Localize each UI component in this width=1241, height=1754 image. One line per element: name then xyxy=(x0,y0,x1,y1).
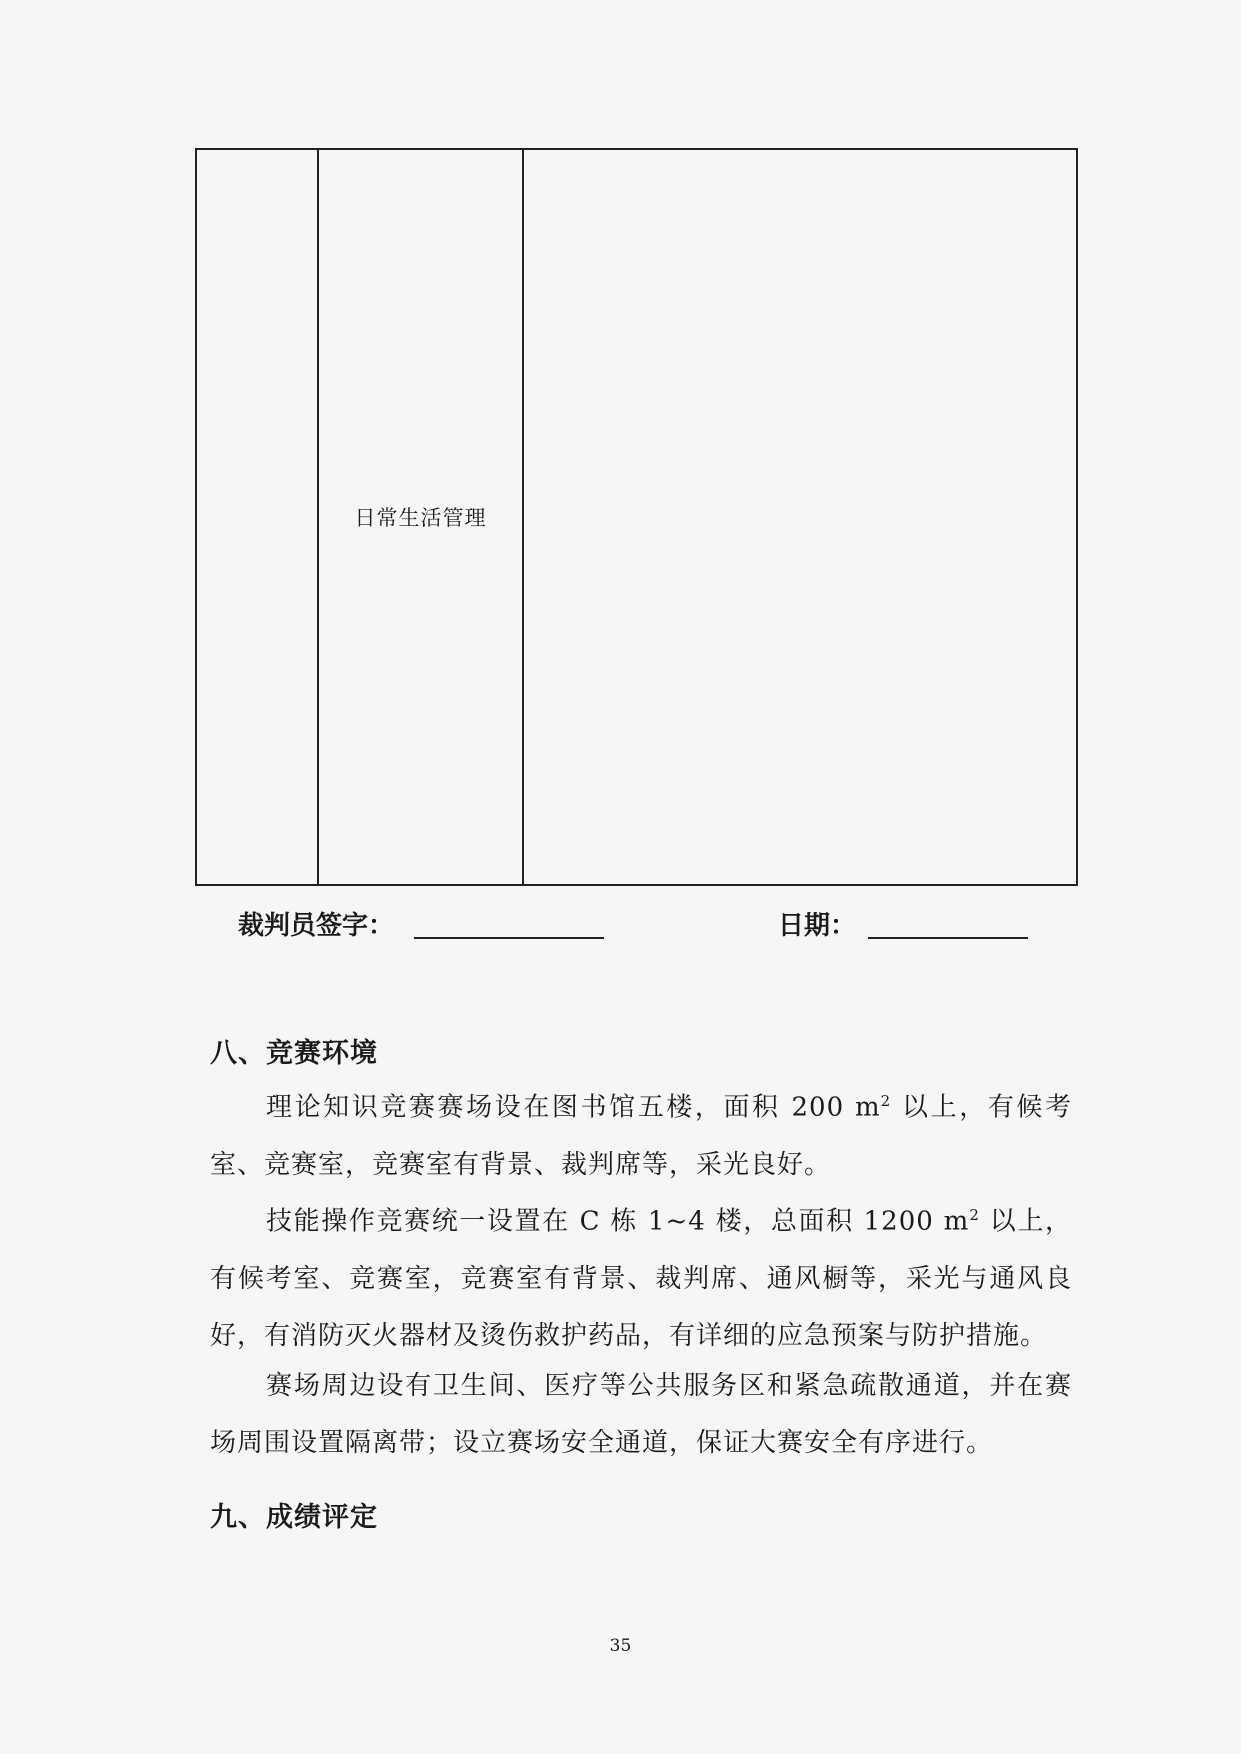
para1-text-a: 理论知识竞赛赛场设在图书馆五楼，面积 200 m xyxy=(266,1092,881,1123)
table-cell-daily-life-management: 日常生活管理 xyxy=(354,506,487,530)
page-number: 35 xyxy=(609,1636,632,1656)
section-8-heading: 八、竞赛环境 xyxy=(210,1038,378,1069)
paragraph-venue-services: 赛场周边设有卫生间、医疗等公共服务区和紧急疏散通道，并在赛场周围设置隔离带；设立赛场安全通道，保证大赛安全有序进行。 xyxy=(210,1371,1072,1458)
date-line xyxy=(868,937,1028,939)
table-column-1 xyxy=(197,150,319,884)
date-label: 日期： xyxy=(778,911,857,941)
table-column-3 xyxy=(524,150,1076,884)
score-table xyxy=(195,148,1078,886)
para2-text-a: 技能操作竞赛统一设置在 C 栋 1~4 楼，总面积 1200 m xyxy=(266,1206,970,1237)
paragraph-venue-skills xyxy=(210,1187,1072,1365)
paragraph-venue-theory xyxy=(210,1073,1072,1194)
para1-text-b: 以上，有候考室、竞赛室，竞赛室有背景、裁判席等，采光良好。 xyxy=(210,1092,1073,1180)
referee-signature-line xyxy=(414,937,604,939)
para2-text-b: 以上，有候考室、竞赛室，竞赛室有背景、裁判席、通风橱等，采光与通风良好，有消防灭火器材及烫伤救护药品，有详细的应急预案与防护措施。 xyxy=(210,1206,1072,1351)
table-column-2 xyxy=(319,150,524,884)
signature-row xyxy=(238,905,1038,945)
para2-superscript: 2 xyxy=(969,1206,980,1224)
referee-signature-label: 裁判员签字： xyxy=(238,911,395,941)
section-9-heading: 九、成绩评定 xyxy=(210,1502,378,1533)
para1-superscript: 2 xyxy=(880,1092,892,1110)
